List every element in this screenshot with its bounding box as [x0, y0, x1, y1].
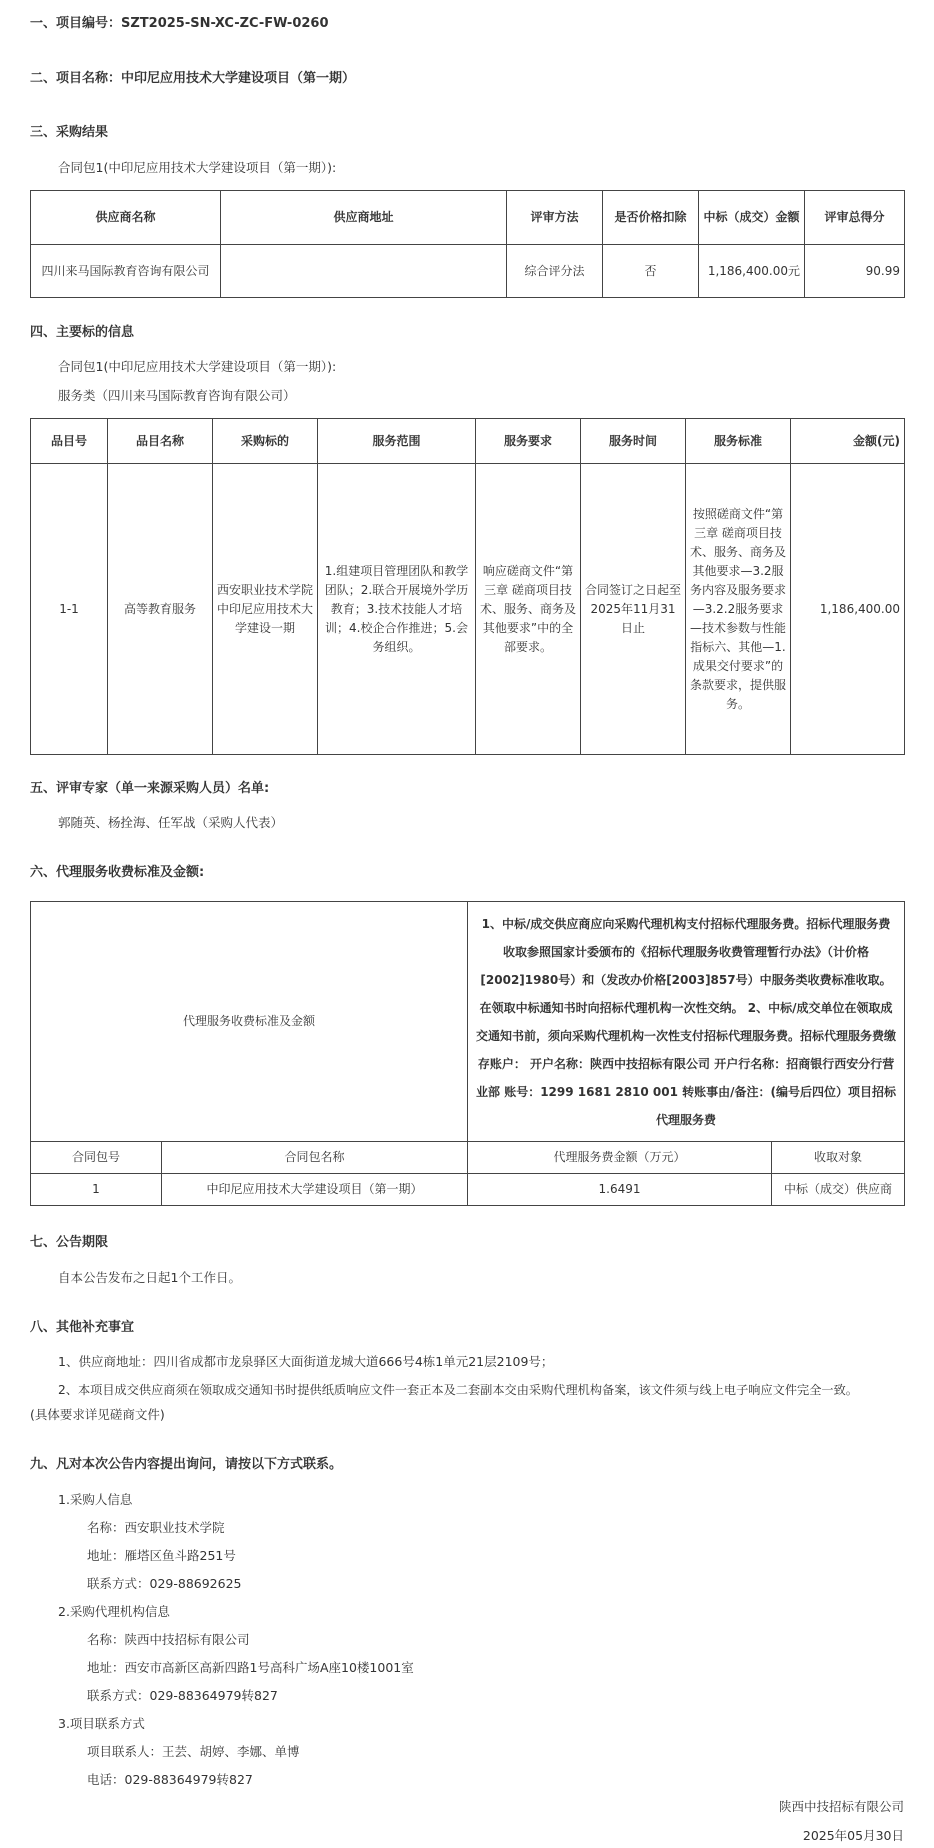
subject-header-requirement: 服务要求: [476, 419, 581, 464]
subject-header-scope: 服务范围: [318, 419, 476, 464]
section-heading-period: 七、公告期限: [30, 1235, 109, 1250]
subject-target: 西安职业技术学院中印尼应用技术大学建设一期: [213, 464, 318, 755]
agency-header-target: 收取对象: [772, 1142, 905, 1174]
agency-header-name: 合同包名称: [162, 1142, 468, 1174]
subject-header-item-no: 品目号: [31, 419, 108, 464]
results-header-deduction: 是否价格扣除: [603, 191, 699, 245]
results-address: [221, 245, 507, 298]
results-package: 合同包1(中印尼应用技术大学建设项目（第一期）):: [58, 160, 337, 175]
other-item-2-note: (具体要求详见磋商文件): [30, 1407, 165, 1422]
buyer-contact: 联系方式：029-88692625: [87, 1576, 242, 1591]
results-header-amount: 中标（成交）金额: [699, 191, 805, 245]
subject-header-standard: 服务标准: [686, 419, 791, 464]
other-item-2: 2、本项目成交供应商须在领取成交通知书时提供纸质响应文件一套正本及二套副本交由采购代理机构备案，该文件须与线上电子响应文件完全一致。: [58, 1383, 858, 1397]
results-table-header: [31, 191, 905, 245]
subject-scope: 1.组建项目管理团队和教学团队；2.联合开展境外学历教育；3.技术技能人才培训；4.校企合作推进；5.会务组织。: [318, 464, 476, 755]
project-contact-phone: 电话：029-88364979转827: [87, 1772, 253, 1787]
section-heading-agency-fee: 六、代理服务收费标准及金额:: [30, 865, 205, 880]
agency-fee-title: 代理服务收费标准及金额: [31, 902, 468, 1142]
results-header-supplier: 供应商名称: [31, 191, 221, 245]
section-heading-other: 八、其他补充事宜: [30, 1320, 135, 1335]
other-item-1: 1、供应商地址：四川省成都市龙泉驿区大面街道龙城大道666号4栋1单元21层2109号；: [58, 1354, 554, 1369]
subject-header-amount: 金额(元): [791, 419, 905, 464]
subject-amount: 1,186,400.00: [791, 464, 905, 755]
agency-name-line: 名称：陕西中技招标有限公司: [87, 1632, 250, 1647]
section-heading-contact: 九、凡对本次公告内容提出询问，请按以下方式联系。: [30, 1457, 343, 1472]
agency-fee-description: 1、中标/成交供应商应向采购代理机构支付招标代理服务费。招标代理服务费收取参照国家计委颁布的《招标代理服务收费管理暂行办法》（计价格[2002]1980号）和（发改办价格[2003]857号）中服务类收费标准收取。在领取中标通知书时向招标代理机构一次性交纳。 2、中标/成交单位在领取成交通知书前，须向采购代理机构一次性支付招标代理服务费。招标代理服务费缴存账户： 开户名称：陕西中技招标有限公司 开户行名称：招商银行西安分行营业部 账号：1299 1681 2810 001 转账事由/备注：(编号后四位）项目招标代理服务费: [468, 902, 905, 1142]
results-header-score: 评审总得分: [805, 191, 905, 245]
results-method: 综合评分法: [507, 245, 603, 298]
project-name-value: 中印尼应用技术大学建设项目（第一期）: [121, 71, 356, 86]
buyer-address: 地址：雁塔区鱼斗路251号: [87, 1548, 236, 1563]
results-table: [30, 190, 905, 298]
section-heading-results: 三、采购结果: [30, 125, 109, 140]
project-contact-title: 3.项目联系方式: [58, 1716, 145, 1731]
agency-fee-header: [31, 1142, 905, 1174]
subject-requirement: 响应磋商文件“第三章 磋商项目技术、服务、商务及其他要求”中的全部要求。: [476, 464, 581, 755]
footer-company: 陕西中技招标有限公司: [778, 1799, 904, 1814]
agency-header-no: 合同包号: [31, 1142, 162, 1174]
subject-package: 合同包1(中印尼应用技术大学建设项目（第一期）):: [58, 359, 337, 374]
subject-item-no: 1-1: [31, 464, 108, 755]
project-number-label: 一、项目编号：: [30, 16, 122, 31]
agency-no: 1: [31, 1174, 162, 1206]
section-heading-experts: 五、评审专家（单一来源采购人员）名单:: [30, 781, 270, 796]
buyer-name: 名称：西安职业技术学院: [87, 1520, 225, 1535]
subject-category: 服务类（四川来马国际教育咨询有限公司）: [58, 388, 296, 403]
project-contact-people: 项目联系人：王芸、胡婷、李娜、单博: [87, 1744, 300, 1759]
agency-address: 地址：西安市高新区高新四路1号高科广场A座10楼1001室: [87, 1660, 414, 1675]
buyer-title: 1.采购人信息: [58, 1492, 133, 1507]
section-heading-subject: 四、主要标的信息: [30, 325, 135, 340]
results-header-address: 供应商地址: [221, 191, 507, 245]
table-row: [31, 464, 905, 755]
results-header-method: 评审方法: [507, 191, 603, 245]
subject-header-time: 服务时间: [581, 419, 686, 464]
subject-item-name: 高等教育服务: [108, 464, 213, 755]
agency-contact: 联系方式：029-88364979转827: [87, 1688, 278, 1703]
subject-header-target: 采购标的: [213, 419, 318, 464]
footer-date: 2025年05月30日: [802, 1828, 904, 1843]
table-row: [31, 245, 905, 298]
agency-fee-table: [30, 901, 905, 1206]
subject-header-item-name: 品目名称: [108, 419, 213, 464]
results-amount: 1,186,400.00元: [699, 245, 805, 298]
subject-time: 合同签订之日起至2025年11月31日止: [581, 464, 686, 755]
project-number-value: SZT2025-SN-XC-ZC-FW-0260: [121, 16, 329, 31]
results-score: 90.99: [805, 245, 905, 298]
subject-table: [30, 418, 905, 755]
agency-name: 中印尼应用技术大学建设项目（第一期）: [162, 1174, 468, 1206]
agency-target: 中标（成交）供应商: [772, 1174, 905, 1206]
project-name-label: 二、项目名称：: [30, 71, 122, 86]
table-row: [31, 902, 905, 1142]
project-number: [30, 12, 329, 31]
agency-header-fee: 代理服务费金额（万元）: [468, 1142, 772, 1174]
project-name: [30, 67, 355, 86]
expert-names: 郭随英、杨拴海、任军战（采购人代表）: [58, 815, 284, 830]
subject-standard: 按照磋商文件“第三章 磋商项目技术、服务、商务及其他要求—3.2服务内容及服务要求—3.2.2服务要求—技术参数与性能指标六、其他—1.成果交付要求”的条款要求，提供服务。: [686, 464, 791, 755]
agency-title: 2.采购代理机构信息: [58, 1604, 170, 1619]
agency-fee: 1.6491: [468, 1174, 772, 1206]
subject-table-header: [31, 419, 905, 464]
results-deduction: 否: [603, 245, 699, 298]
period-text: 自本公告发布之日起1个工作日。: [58, 1270, 241, 1285]
results-supplier: 四川来马国际教育咨询有限公司: [31, 245, 221, 298]
table-row: [31, 1174, 905, 1206]
